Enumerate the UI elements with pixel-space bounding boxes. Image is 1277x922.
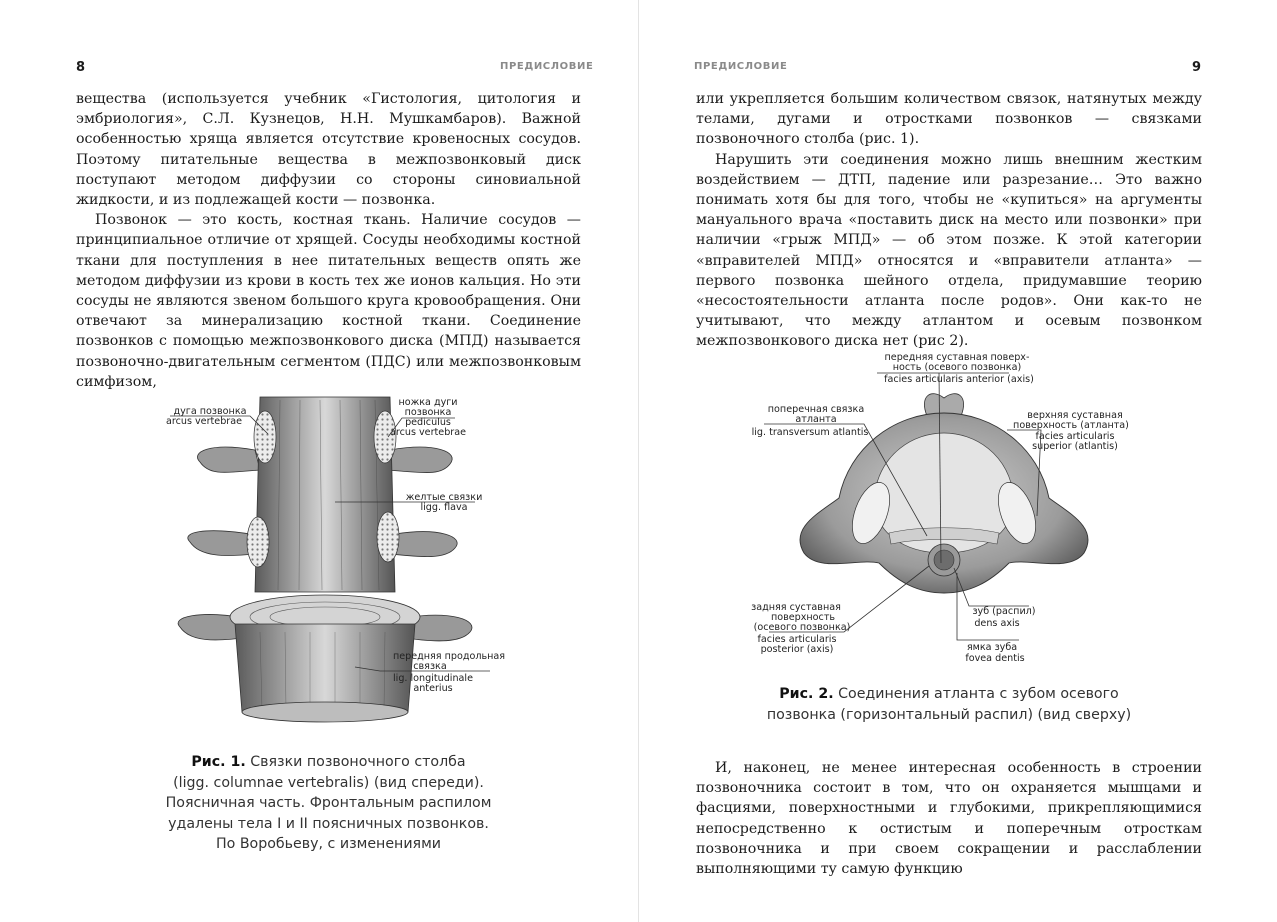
label-longit-la2: anterius: [413, 683, 453, 694]
label-pediculus-ru2: позвонка: [404, 407, 452, 418]
caption-text: Поясничная часть. Фронтальным распилом: [165, 795, 492, 811]
right-page: [639, 0, 1277, 922]
paragraph: вещества (используется учебник «Гистология, цитология и эмбриология», С.Л. Кузнецов, Н.Н. Мушкамбаров). Важной особенностью хряща является отсутствие кровеносных сосудов. Поэтому питательные вещества в межпозвонковый диск поступают методом диффузии со стороны синовиальной жидкости, и из подлежащей кости — позвонка.: [76, 91, 581, 209]
label-fovea-ru: ямка зуба: [966, 642, 1018, 653]
label-longit-la1: lig. longitudinale: [392, 673, 474, 684]
label-pediculus-ru1: ножка дуги: [398, 397, 458, 408]
label-transv-ru1: поперечная связка: [767, 404, 865, 415]
right-body-text-bottom: [696, 758, 1202, 879]
caption-label: Рис. 2.: [779, 686, 834, 702]
paragraph: Нарушить эти соединения можно лишь внешним жестким воздействием — ДТП, падение или разрезание… Это важно понимать хотя бы для того, чтобы не «купиться» на аргументы мануального врача «поставить диск на место или позвонки» при наличии «грыж МПД» — об этом позже. К этой категории «вправителей МПД» относятся и «вправители атланта» — первого позвонка шейного отдела, придумавшие теорию «несостоятельности атланта после родов». Они как-то не учитывают, что между атлантом и осевым позвонком межпозвонкового диска нет (рис 2).: [696, 151, 1202, 350]
page-number-right: 9: [1192, 60, 1202, 75]
label-flava-la: ligg. flava: [420, 502, 468, 513]
label-arcus-ru: дуга позвонка: [173, 406, 247, 417]
caption-text: Соединения атланта с зубом осевого: [838, 686, 1119, 702]
caption-text: удалены тела I и II поясничных позвонков.: [168, 815, 489, 832]
caption-text: По Воробьеву, с изменениями: [215, 836, 442, 852]
label-longit-ru2: связка: [413, 661, 447, 672]
label-sup-ru1: верхняя суставная: [1027, 410, 1123, 421]
left-page: [0, 0, 638, 922]
label-post-ru2: поверхность: [770, 612, 836, 623]
figure-2-atlas-dens: [751, 348, 1129, 668]
paragraph: И, наконец, не менее интересная особенность в строении позвоночника состоит в том, что он охраняется мышцами и фасциями, поверхностными и глубокими, прикрепляющимися непосредственно к остистым и поперечным отросткам позвоночника и при своем сокращении и расслаблении выполняющими ту самую функцию: [696, 760, 1202, 878]
label-arcus-la: arcus vertebrae: [165, 416, 243, 427]
label-sup-la2: superior (atlantis): [1032, 441, 1118, 452]
right-body-text-top: [696, 89, 1202, 352]
caption-text: Связки позвоночного столба: [250, 754, 466, 770]
caption-label: Рис. 1.: [191, 754, 246, 770]
figure-1-spine-ligaments: [150, 392, 510, 722]
label-pediculus-la2: arcus vertebrae: [389, 427, 467, 438]
label-dens-la: dens axis: [974, 618, 1020, 629]
atlas-dens-illustration: [751, 348, 1129, 668]
label-pediculus-la1: pediculus: [405, 417, 451, 428]
figure-1-caption: [76, 752, 581, 855]
label-dens-ru: зуб (распил): [972, 606, 1036, 617]
figure-2-caption: [696, 684, 1202, 725]
label-post-la1: facies articularis: [757, 634, 837, 645]
paragraph: или укрепляется большим количеством связок, натянутых между телами, дугами и отростками позвонков — связками позвоночного столба (рис. 1).: [696, 91, 1202, 148]
label-sup-la1: facies articularis: [1035, 431, 1115, 442]
spine-ligaments-illustration: [150, 392, 510, 722]
caption-text: позвонка (горизонтальный распил) (вид сверху): [766, 706, 1132, 723]
running-head-left: ПРЕДИСЛОВИЕ: [500, 61, 594, 72]
label-ant-la: facies articularis anterior (axis): [884, 374, 1034, 385]
label-post-ru3: (осевого позвонка): [753, 622, 851, 633]
label-post-la2: posterior (axis): [760, 644, 834, 655]
label-sup-ru2: поверхность (атланта): [1013, 420, 1129, 431]
label-longit-ru1: передняя продольная: [392, 651, 506, 662]
label-flava-ru: желтые связки: [405, 492, 483, 503]
label-transv-la: lig. transversum atlantis: [751, 427, 869, 438]
label-post-ru1: задняя суставная: [751, 602, 841, 613]
left-body-text: [76, 89, 581, 392]
running-head-right: ПРЕДИСЛОВИЕ: [694, 61, 788, 72]
label-fovea-la: fovea dentis: [965, 653, 1025, 664]
page-number-left: 8: [76, 60, 86, 75]
label-ant-ru1: передняя суставная поверх-: [884, 352, 1030, 363]
label-transv-ru2: атланта: [795, 414, 837, 425]
label-ant-ru2: ность (осевого позвонка): [892, 362, 1022, 373]
paragraph: Позвонок — это кость, костная ткань. Наличие сосудов — принципиальное отличие от хрящей. Сосуды необходимы костной ткани для поступления в нее питательных веществ опять же методом диффузии из крови в кость тех же ионов кальция. Но эти сосуды не являются звеном большого круга кровообращения. Они отвечают за минерализацию костной ткани. Соединение позвонков с помощью межпозвонкового диска (МПД) называется позвоночно-двигательным сегментом (ПДС) или межпозвонковым симфизом,: [76, 212, 581, 390]
caption-text: (ligg. columnae vertebralis) (вид спереди).: [173, 774, 484, 791]
